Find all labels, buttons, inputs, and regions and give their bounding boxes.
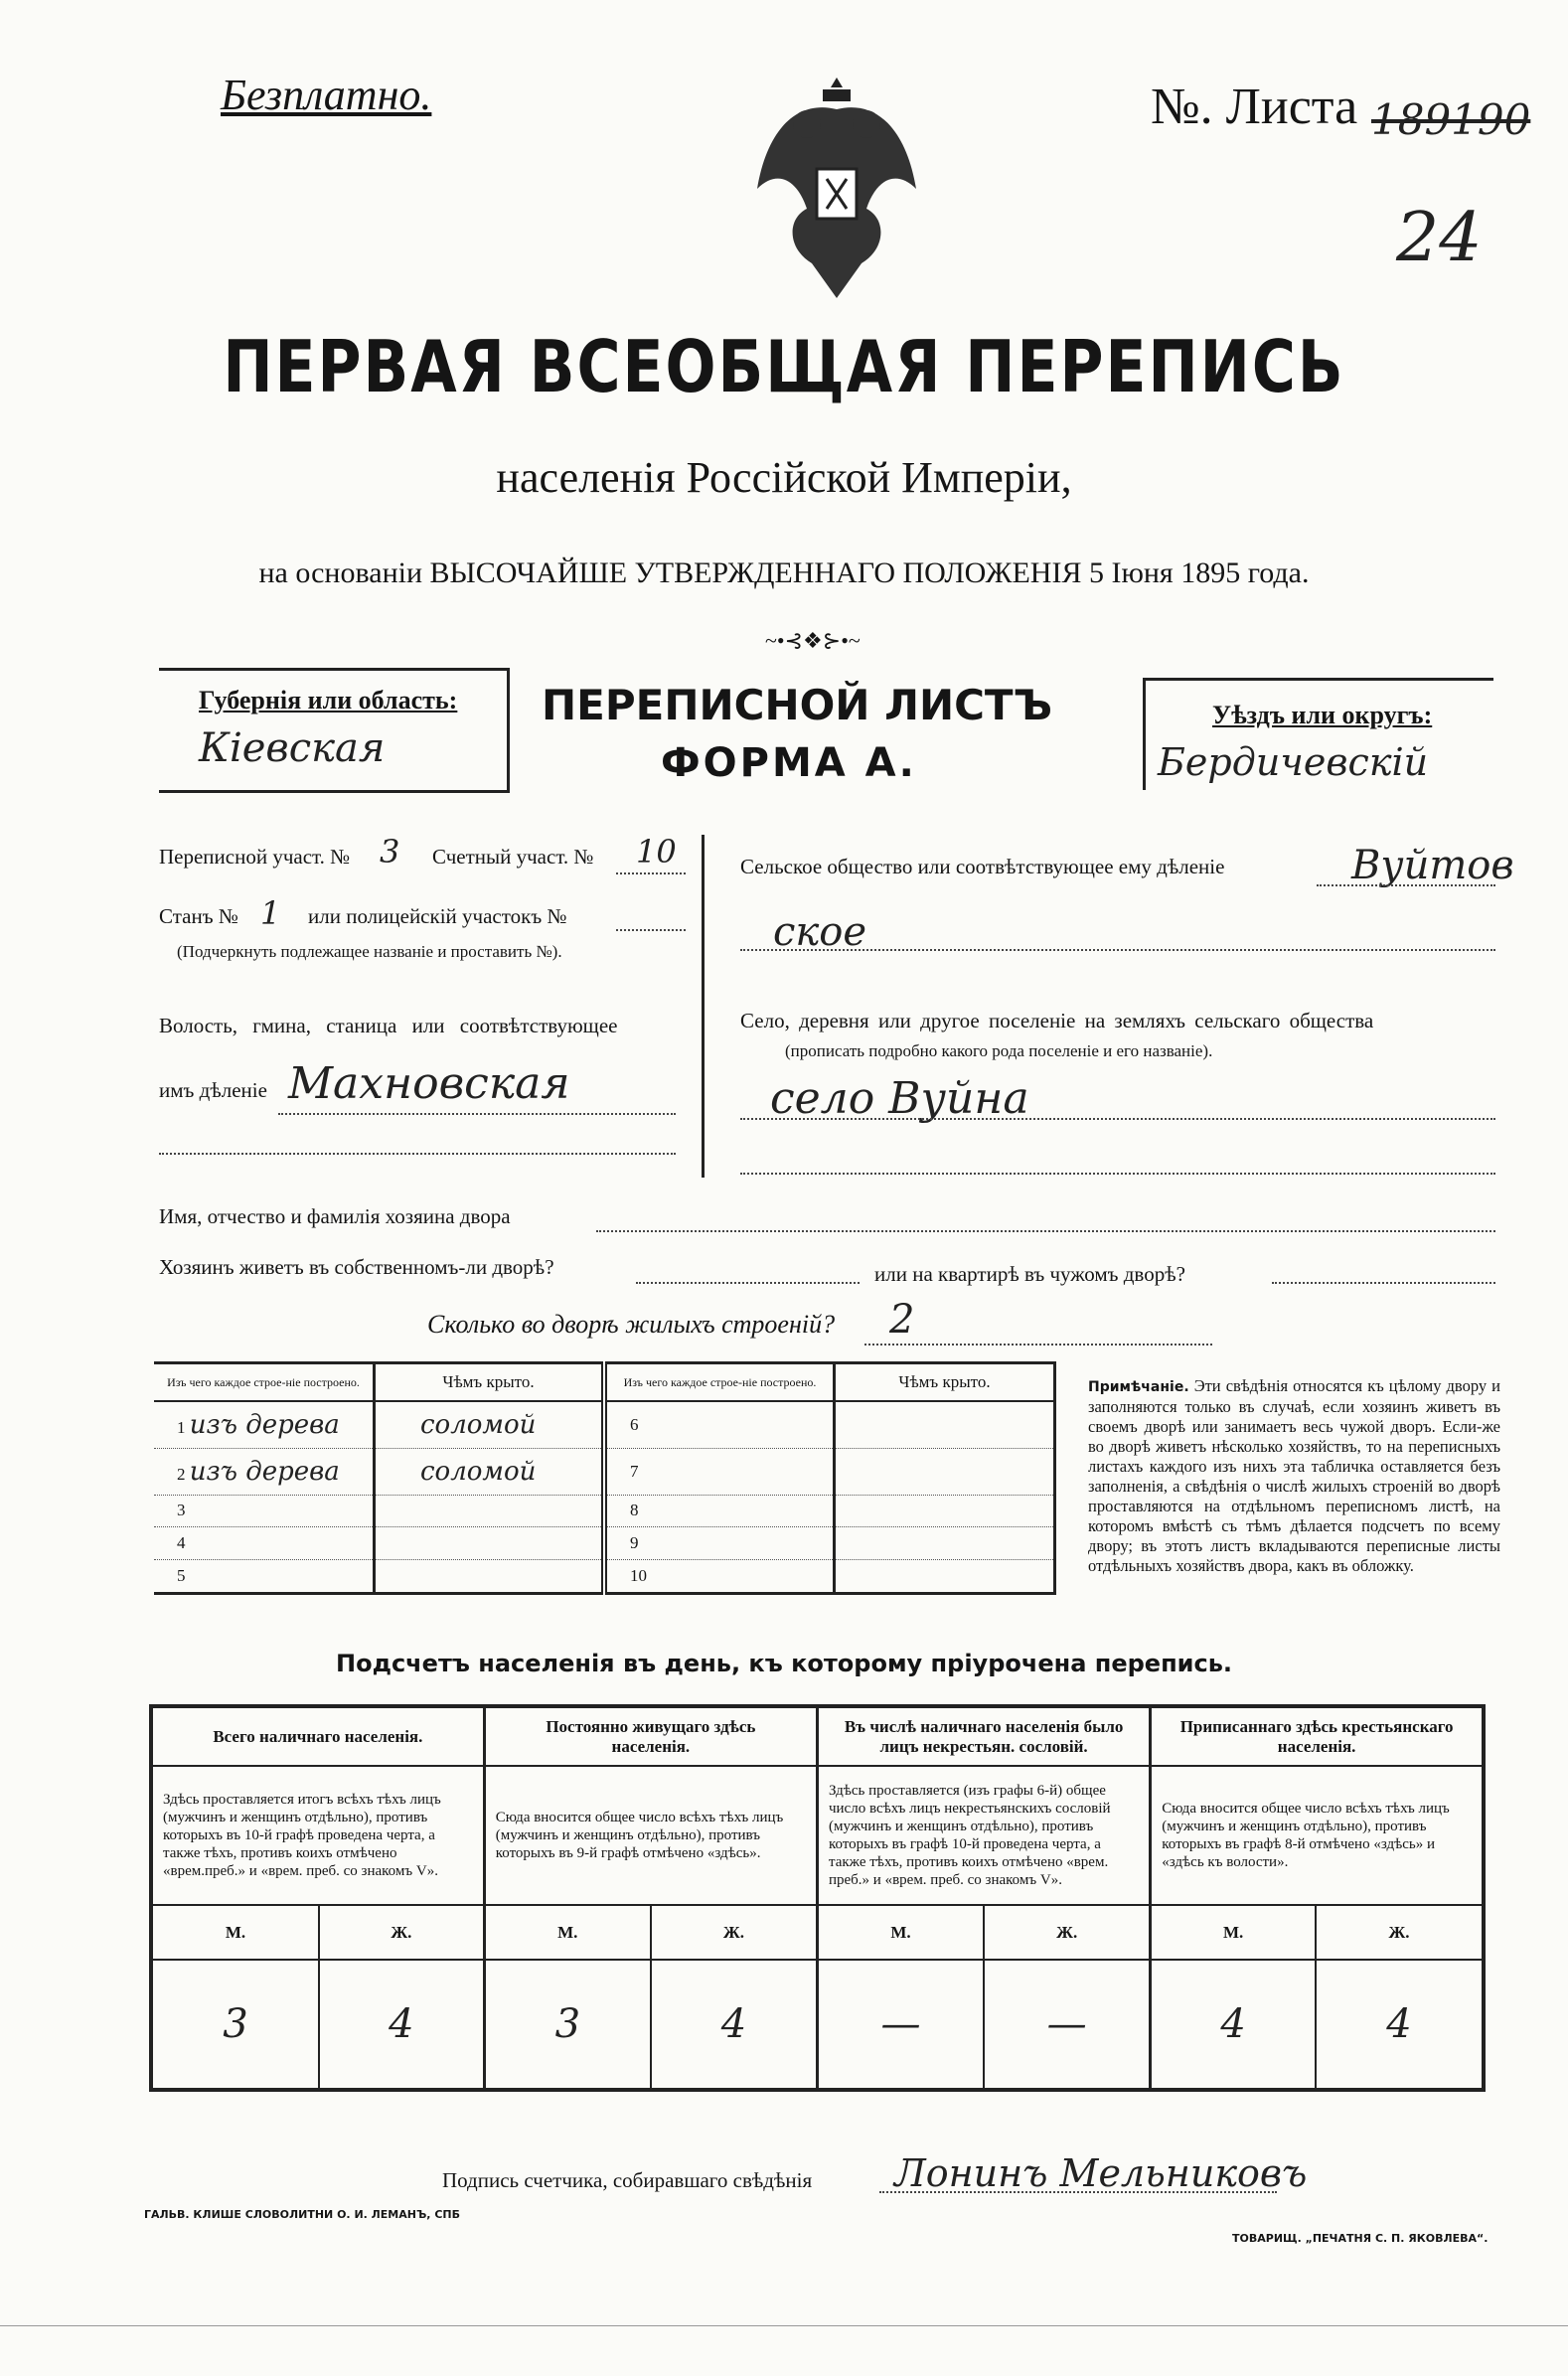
perepisnoy-label: Переписной участ. № — [159, 845, 351, 869]
selskoe-label: Сельское общество или соотвѣтствующее ему дѣленіе — [740, 855, 1225, 878]
table-row — [154, 1527, 1055, 1560]
legal-basis: на основаніи ВЫСОЧАЙШЕ УТВЕРЖДЕННАГО ПОЛОЖЕНІЯ 5 Іюня 1895 года. — [258, 556, 1310, 589]
count-col-4-title: Приписаннаго здѣсь крестьянскаго населенія. — [1151, 1706, 1484, 1766]
row-number: 4 — [177, 1533, 186, 1553]
page-title: ПЕРВАЯ ВСЕОБЩАЯ ПЕРЕПИСЬ — [223, 326, 1345, 409]
count-value-f: 4 — [1386, 2001, 1412, 2047]
buildings-col-material: Изъ чего каждое строе-ніе построено. — [154, 1363, 375, 1401]
form-type: ФОРМА А. — [661, 740, 917, 786]
row-material: изъ дерева — [189, 1409, 340, 1440]
row-number: 2 — [177, 1464, 186, 1484]
count-value-m: — — [817, 1960, 984, 2090]
selskoe-value: Вуйтов — [1351, 843, 1514, 888]
row-number: 7 — [630, 1461, 639, 1481]
printer-right: ТОВАРИЩ. „ПЕЧАТНЯ С. П. ЯКОВЛЕВА“. — [1232, 2232, 1489, 2245]
stan-value: 1 — [260, 894, 281, 932]
count-col-1-desc: Здѣсь проставляется итогъ всѣхъ тѣхъ лицъ (мужчинъ и женщинъ отдѣльно), противъ которыхъ въ 10-й графѣ проведена черта, а также тѣхъ, противъ коихъ отмѣчено «врем.преб.» и «врем. преб. со знакомъ V». — [151, 1766, 484, 1905]
perepisnoy-value: 3 — [380, 833, 400, 871]
sheet-number-handwritten: 189190 — [1371, 95, 1531, 144]
volost-label: Волость, гмина, станица или соотвѣтствующее — [159, 1014, 618, 1037]
buildings-label: Сколько во дворѣ жилыхъ строеній? — [427, 1310, 836, 1339]
row-number: 5 — [177, 1565, 186, 1585]
stan-label: Станъ № — [159, 904, 238, 928]
count-value-f: — — [984, 1960, 1151, 2090]
row-number: 1 — [177, 1417, 186, 1437]
signature-label: Подпись счетчика, собиравшаго свѣдѣнія — [442, 2168, 813, 2192]
table-row — [154, 1559, 1055, 1593]
selo-value: село Вуйна — [770, 1073, 1029, 1124]
buildings-table — [154, 1361, 1056, 1595]
table-row — [154, 1401, 1055, 1449]
count-value-m: 4 — [1151, 1960, 1316, 2090]
uezd-value: Бердичевскій — [1158, 740, 1429, 784]
buildings-col-material-2: Изъ чего каждое строе-ніе построено. — [604, 1363, 835, 1401]
buildings-value: 2 — [889, 1297, 915, 1343]
volost-value: Махновская — [288, 1058, 570, 1109]
schetny-value: 10 — [636, 833, 677, 871]
count-col-1-title: Всего наличнаго населенія. — [151, 1706, 484, 1766]
note-text: Эти свѣдѣнія относятся къ цѣлому двору и заполняются только въ случаѣ, если хозяинъ живетъ въ своемъ дворѣ или занимаетъ весь чужой дворъ. Если-же во дворѣ живетъ нѣсколько хозяйствъ, то на переписныхъ листахъ каждого изъ нихъ эта табличка оставляется безъ заполненія, а свѣдѣнія о числѣ жилыхъ строеній во дворѣ проставляются на отдѣльномъ переписномъ листѣ, на которомъ вмѣстѣ съ тѣмъ дѣлается подсчетъ по всему двору; въ этотъ листъ вкладываются переписные листы отдѣльныхъ хозяйствъ двора, какъ въ обложку. — [1088, 1376, 1500, 1575]
sheet-number-handwritten-2: 24 — [1396, 199, 1483, 277]
count-m-label: М. — [817, 1905, 984, 1960]
imperial-eagle-emblem — [727, 70, 946, 303]
count-f-label: Ж. — [319, 1905, 484, 1960]
population-count-table — [149, 1704, 1486, 2092]
free-label: Безплатно. — [221, 71, 432, 119]
count-heading: Подсчетъ населенія въ день, къ которому пріурочена перепись. — [336, 1650, 1232, 1677]
underline-note: (Подчеркнуть подлежащее названіе и проставить №). — [177, 942, 562, 961]
selo-label: Село, деревня или другое поселеніе на земляхъ сельскаго общества — [740, 1009, 1374, 1032]
row-number: 6 — [630, 1414, 639, 1434]
police-label: или полицейскій участокъ № — [308, 904, 567, 928]
count-col-4-desc: Сюда вносится общее число всѣхъ тѣхъ лицъ (мужчинъ и женщинъ отдѣльно), противъ которыхъ въ графѣ 8-й отмѣчено «здѣсь» и «здѣсь къ волости». — [1151, 1766, 1484, 1905]
owner-name-label: Имя, отчество и фамилія хозяина двора — [159, 1204, 511, 1228]
count-f-label: Ж. — [651, 1905, 818, 1960]
row-roof: соломой — [375, 1448, 605, 1495]
count-f-label: Ж. — [1316, 1905, 1484, 1960]
buildings-col-roof: Чѣмъ крыто. — [375, 1363, 605, 1401]
note-block — [1088, 1376, 1500, 1576]
buildings-col-roof-2: Чѣмъ крыто. — [835, 1363, 1055, 1401]
count-value-m: 3 — [484, 1960, 651, 2090]
row-number: 8 — [630, 1501, 639, 1520]
row-roof: соломой — [375, 1401, 605, 1449]
page-subtitle: населенія Россійской Имперіи, — [496, 453, 1072, 502]
count-f-label: Ж. — [984, 1905, 1151, 1960]
uezd-label: Уѣздъ или округъ: — [1212, 701, 1433, 729]
table-row — [154, 1495, 1055, 1527]
owner-lives-label: Хозяинъ живетъ въ собственномъ-ли дворѣ? — [159, 1255, 554, 1279]
count-col-3-desc: Здѣсь проставляется (изъ графы 6-й) общее число всѣхъ лицъ некрестьянскихъ сословій (мужчинъ и женщинъ отдѣльно), противъ которыхъ въ графѣ 10-й проведена черта, а также тѣхъ, противъ коихъ отмѣчено «врем. преб.» и «врем. преб. со знакомъ V». — [817, 1766, 1150, 1905]
count-m-label: М. — [151, 1905, 319, 1960]
ornament-divider: ~•⊰❖⊱•~ — [765, 628, 861, 653]
row-material: изъ дерева — [189, 1456, 340, 1487]
sheet-number-label: №. Листа — [1151, 79, 1358, 135]
table-row — [154, 1448, 1055, 1495]
note-head: Примѣчаніе. — [1088, 1379, 1189, 1395]
form-title: ПЕРЕПИСНОЙ ЛИСТЪ — [542, 681, 1053, 729]
schetny-label: Счетный участ. № — [432, 845, 594, 869]
volost-label-2: имъ дѣленіе — [159, 1078, 267, 1102]
count-m-label: М. — [1151, 1905, 1316, 1960]
count-value-m: 3 — [151, 1960, 319, 2090]
count-col-3-title: Въ числѣ наличнаго населенія было лицъ некрестьян. сословій. — [817, 1706, 1150, 1766]
row-number: 10 — [630, 1565, 647, 1585]
count-col-2-title: Постоянно живущаго здѣсь населенія. — [484, 1706, 817, 1766]
selo-note: (прописать подробно какого рода поселеніе и его названіе). — [785, 1041, 1213, 1060]
signature-value: Лонинъ Мельниковъ — [894, 2151, 1308, 2195]
count-value-f: 4 — [319, 1960, 484, 2090]
guberniya-label: Губернія или область: — [199, 686, 458, 714]
owner-or-label: или на квартирѣ въ чужомъ дворѣ? — [874, 1262, 1185, 1286]
printer-left: ГАЛЬВ. КЛИШЕ СЛОВОЛИТНИ О. И. ЛЕМАНЪ, СПБ — [144, 2208, 460, 2221]
selskoe-value-2: ское — [773, 909, 867, 955]
count-m-label: М. — [484, 1905, 651, 1960]
count-value-f: 4 — [651, 1960, 818, 2090]
guberniya-value: Кіевская — [199, 725, 386, 771]
count-col-2-desc: Сюда вносится общее число всѣхъ тѣхъ лицъ (мужчинъ и женщинъ отдѣльно), противъ которыхъ въ 9-й графѣ отмѣчено «здѣсь». — [484, 1766, 817, 1905]
row-number: 3 — [177, 1501, 186, 1520]
row-number: 9 — [630, 1533, 639, 1553]
